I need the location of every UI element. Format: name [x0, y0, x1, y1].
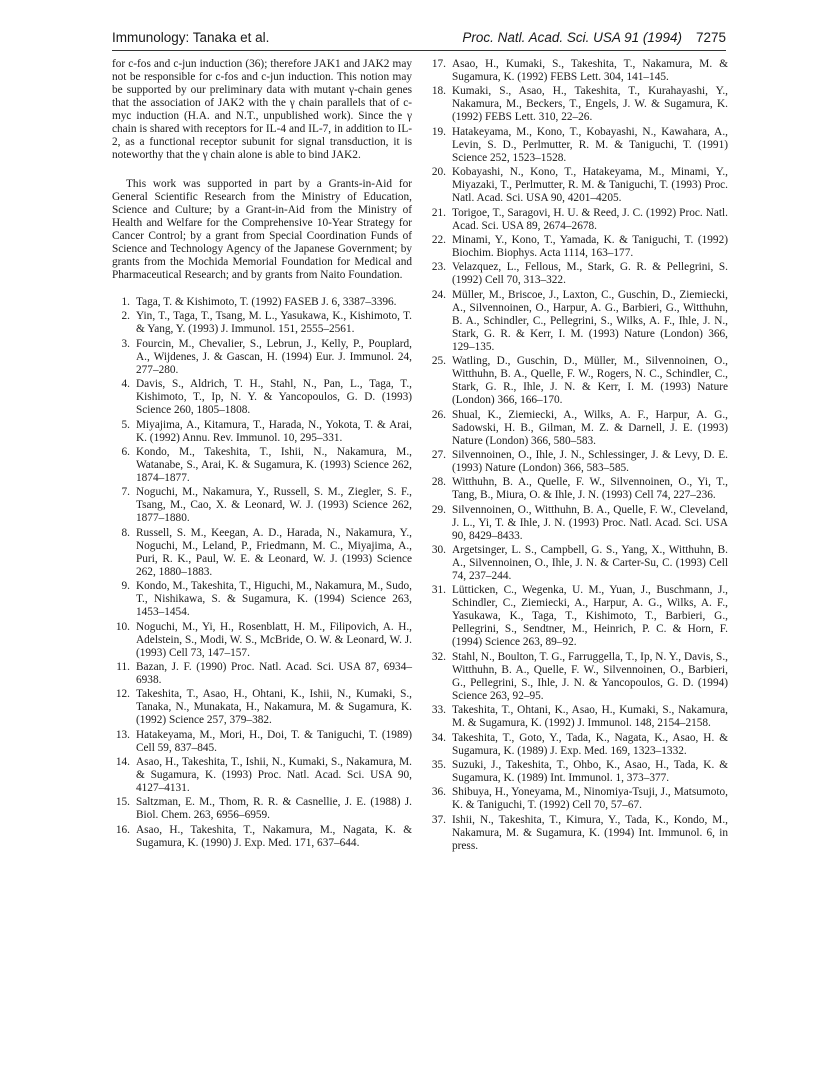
left-column: [112, 58, 412, 851]
reference-item: [112, 486, 412, 525]
reference-text: Hatakeyama, M., Kono, T., Kobayashi, N., Kawahara, A., Levin, S. D., Perlmutter, R. M. & Taniguchi, T. (1991) Science 252, 1523–1528.: [452, 125, 728, 164]
reference-number: 30.: [431, 544, 446, 557]
reference-text: Kobayashi, N., Kono, T., Hatakeyama, M., Minami, Y., Miyazaki, T., Perlmutter, R. M. & Taniguchi, T. (1993) Proc. Natl. Acad. Sci. USA 90, 4201–4205.: [452, 166, 728, 205]
reference-item: [112, 378, 412, 417]
reference-item: [428, 85, 728, 124]
reference-item: [428, 504, 728, 543]
reference-number: 2.: [121, 310, 130, 323]
reference-number: 20.: [431, 166, 446, 179]
reference-number: 13.: [115, 728, 130, 741]
reference-number: 28.: [431, 476, 446, 489]
references-left: [112, 296, 412, 850]
reference-number: 9.: [121, 580, 130, 593]
reference-text: Lütticken, C., Wegenka, U. M., Yuan, J., Buschmann, J., Schindler, C., Ziemiecki, A., Harpur, A. G., Wilks, A. F., Yasukawa, K., Taga, T., Kishimoto, T., Barbieri, G., Pellegrini, S., Sendtner, M., Heinrich, P. C. & Horn, F. (1994) Science 263, 89–92.: [452, 584, 728, 649]
reference-number: 15.: [115, 796, 130, 809]
reference-item: [428, 786, 728, 812]
reference-text: Suzuki, J., Takeshita, T., Ohbo, K., Asao, H., Tada, K. & Sugamura, K. (1989) Int. Immunol. 1, 373–377.: [452, 759, 728, 785]
reference-text: Torigoe, T., Saragovi, H. U. & Reed, J. C. (1992) Proc. Natl. Acad. Sci. USA 89, 2674–2678.: [452, 206, 728, 232]
reference-item: [112, 580, 412, 619]
reference-number: 11.: [116, 660, 130, 673]
reference-text: Asao, H., Kumaki, S., Takeshita, T., Nakamura, M. & Sugamura, K. (1992) FEBS Lett. 304, 141–145.: [452, 58, 728, 83]
reference-item: [112, 729, 412, 755]
reference-number: 6.: [121, 445, 130, 458]
reference-item: [428, 732, 728, 758]
reference-text: Asao, H., Takeshita, T., Ishii, N., Kumaki, S., Nakamura, M. & Sugamura, K. (1993) Proc. Natl. Acad. Sci. USA 90, 4127–4131.: [136, 756, 412, 795]
reference-item: [112, 796, 412, 822]
running-header: [112, 30, 726, 48]
reference-text: Miyajima, A., Kitamura, T., Harada, N., Yokota, T. & Arai, K. (1992) Annu. Rev. Immunol. 10, 295–331.: [136, 418, 412, 444]
reference-item: [112, 446, 412, 485]
running-head-title: Immunology: Tanaka et al.: [112, 30, 270, 45]
reference-number: 1.: [121, 296, 130, 308]
reference-number: 33.: [431, 704, 446, 717]
reference-item: [112, 296, 412, 309]
reference-text: Stahl, N., Boulton, T. G., Farruggella, T., Ip, N. Y., Davis, S., Witthuhn, B. A., Quelle, F. W., Silvennoinen, O., Barbieri, G., Pellegrini, S., Ihle, J. N. & Yancopoulos, G. D. (1994) Science 263, 92–95.: [452, 650, 728, 702]
reference-item: [428, 261, 728, 287]
reference-item: [112, 419, 412, 445]
reference-number: 16.: [115, 823, 130, 836]
reference-number: 31.: [431, 584, 446, 597]
reference-item: [428, 166, 728, 205]
reference-item: [428, 759, 728, 785]
reference-item: [428, 355, 728, 407]
reference-item: [428, 584, 728, 649]
reference-text: Davis, S., Aldrich, T. H., Stahl, N., Pan, L., Taga, T., Kishimoto, T., Ip, N. Y. & Yancopoulos, G. D. (1993) Science 260, 1805–1808.: [136, 378, 412, 417]
reference-number: 8.: [121, 526, 130, 539]
reference-text: Shual, K., Ziemiecki, A., Wilks, A. F., Harpur, A. G., Sadowski, H. B., Gilman, M. Z. & Darnell, J. E. (1993) Nature (London) 366, 580–583.: [452, 408, 728, 447]
reference-number: 17.: [431, 58, 446, 70]
reference-text: Müller, M., Briscoe, J., Laxton, C., Guschin, D., Ziemiecki, A., Silvennoinen, O., Harpur, A. G., Barbieri, G., Witthuhn, B. A., Schindler, C., Pellegrini, S., Wilks, A. F., Ihle, J. N., Stark, G. R. & Kerr, I. M. (1993) Nature (London) 366, 129–135.: [452, 288, 728, 353]
reference-number: 24.: [431, 288, 446, 301]
reference-text: Asao, H., Takeshita, T., Nakamura, M., Nagata, K. & Sugamura, K. (1990) J. Exp. Med. 171, 637–644.: [136, 823, 412, 849]
reference-number: 36.: [431, 786, 446, 799]
reference-item: [428, 289, 728, 354]
reference-text: Saltzman, E. M., Thom, R. R. & Casnellie, J. E. (1988) J. Biol. Chem. 263, 6956–6959.: [136, 796, 412, 822]
reference-item: [112, 688, 412, 727]
reference-item: [428, 544, 728, 583]
reference-text: Kondo, M., Takeshita, T., Higuchi, M., Nakamura, M., Sudo, T., Nishikawa, S. & Sugamura, K. (1994) Science 263, 1453–1454.: [136, 580, 412, 619]
reference-number: 32.: [431, 650, 446, 663]
reference-text: Argetsinger, L. S., Campbell, G. S., Yang, X., Witthuhn, B. A., Silvennoinen, O., Ihle, J. N. & Carter-Su, C. (1993) Cell 74, 237–244.: [452, 544, 728, 583]
reference-item: [112, 756, 412, 795]
reference-item: [428, 651, 728, 703]
references-right: [428, 58, 728, 853]
reference-number: 29.: [431, 503, 446, 516]
reference-number: 26.: [431, 408, 446, 421]
reference-number: 23.: [431, 261, 446, 274]
reference-text: Hatakeyama, M., Mori, H., Doi, T. & Taniguchi, T. (1989) Cell 59, 837–845.: [136, 728, 412, 754]
acknowledgment: This work was supported in part by a Grants-in-Aid for General Scientific Research from the Ministry of Education, Science and Culture; by a Grant-in-Aid from the Ministry of Health and Welfare for the Comprehensive 10-Year Strategy for Cancer Control; by a grant from Special Coordination Funds of Science and Technology Agency of the Japanese Government; by grants from the Mochida Memorial Foundation for Medical and Pharmaceutical Research; and by grants from Naito Foundation.: [112, 178, 412, 281]
reference-number: 7.: [121, 486, 130, 499]
reference-item: [428, 449, 728, 475]
reference-number: 21.: [431, 206, 446, 219]
reference-item: [112, 661, 412, 687]
reference-item: [428, 476, 728, 502]
reference-text: Kondo, M., Takeshita, T., Ishii, N., Nakamura, M., Watanabe, S., Arai, K. & Sugamura, K. (1993) Science 262, 1874–1877.: [136, 445, 412, 484]
reference-number: 25.: [431, 355, 446, 368]
reference-item: [428, 409, 728, 448]
reference-item: [428, 58, 728, 84]
reference-text: Noguchi, M., Nakamura, Y., Russell, S. M., Ziegler, S. F., Tsang, M., Cao, X. & Leonard, W. J. (1993) Science 262, 1877–1880.: [136, 486, 412, 525]
reference-number: 14.: [115, 756, 130, 769]
reference-number: 37.: [431, 813, 446, 826]
reference-text: Velazquez, L., Fellous, M., Stark, G. R. & Pellegrini, S. (1992) Cell 70, 313–322.: [452, 261, 728, 287]
reference-number: 19.: [431, 125, 446, 138]
reference-number: 34.: [431, 731, 446, 744]
reference-text: Takeshita, T., Ohtani, K., Asao, H., Kumaki, S., Nakamura, M. & Sugamura, K. (1992) J. Immunol. 148, 2154–2158.: [452, 704, 728, 730]
reference-text: Silvennoinen, O., Ihle, J. N., Schlessinger, J. & Levy, D. E. (1993) Nature (London) 366, 583–585.: [452, 448, 728, 474]
reference-text: Witthuhn, B. A., Quelle, F. W., Silvennoinen, O., Yi, T., Tang, B., Miura, O. & Ihle, J. N. (1993) Cell 74, 227–236.: [452, 476, 728, 502]
reference-number: 18.: [431, 85, 446, 98]
reference-item: [428, 234, 728, 260]
reference-text: Ishii, N., Takeshita, T., Kimura, Y., Tada, K., Kondo, M., Nakamura, M. & Sugamura, K. (1994) Int. Immunol. 6, in press.: [452, 813, 728, 852]
reference-text: Kumaki, S., Asao, H., Takeshita, T., Kurahayashi, Y., Nakamura, M., Beckers, T., Engels, J. W. & Sugamura, K. (1992) FEBS Lett. 310, 22–26.: [452, 85, 728, 124]
reference-text: Minami, Y., Kono, T., Yamada, K. & Taniguchi, T. (1992) Biochim. Biophys. Acta 1114, 163–177.: [452, 233, 728, 259]
reference-item: [428, 704, 728, 730]
reference-item: [112, 338, 412, 377]
reference-text: Noguchi, M., Yi, H., Rosenblatt, H. M., Filipovich, A. H., Adelstein, S., Modi, W. S., McBride, O. W. & Leonard, W. J. (1993) Cell 73, 147–157.: [136, 620, 412, 659]
reference-number: 5.: [121, 418, 130, 431]
reference-text: Fourcin, M., Chevalier, S., Lebrun, J., Kelly, P., Pouplard, A., Wijdenes, J. & Gascan, H. (1994) Eur. J. Immunol. 24, 277–280.: [136, 337, 412, 376]
body-paragraph: for c-fos and c-jun induction (36); therefore JAK1 and JAK2 may not be responsible for c-fos and c-jun induction. This notion may be supported by our preliminary data with mutant γ-chain genes that the association of JAK2 with the γ chain parallels that of c-myc induction (H.A. and N.T., unpublished work). Since the γ chain is shared with receptors for IL-4 and IL-7, in addition to IL-2, as a functional receptor subunit for signal transduction, it is noteworthy that the γ chain alone is able to bind JAK2.: [112, 58, 412, 161]
reference-number: 12.: [115, 688, 130, 701]
reference-item: [428, 207, 728, 233]
reference-text: Takeshita, T., Goto, Y., Tada, K., Nagata, K., Asao, H. & Sugamura, K. (1989) J. Exp. Med. 169, 1323–1332.: [452, 731, 728, 757]
reference-text: Bazan, J. F. (1990) Proc. Natl. Acad. Sci. USA 87, 6934–6938.: [136, 660, 412, 686]
reference-text: Yin, T., Taga, T., Tsang, M. L., Yasukawa, K., Kishimoto, T. & Yang, Y. (1993) J. Immunol. 151, 2555–2561.: [136, 310, 412, 336]
reference-number: 35.: [431, 759, 446, 772]
reference-number: 3.: [121, 337, 130, 350]
reference-item: [428, 814, 728, 853]
journal-citation: [462, 30, 726, 45]
reference-text: Russell, S. M., Keegan, A. D., Harada, N., Nakamura, Y., Noguchi, M., Leland, P., Friedmann, M. C., Miyajima, A., Puri, R. K., Paul, W. E. & Leonard, W. J. (1993) Science 262, 1880–1883.: [136, 526, 412, 578]
reference-item: [112, 621, 412, 660]
reference-text: Taga, T. & Kishimoto, T. (1992) FASEB J. 6, 3387–3396.: [136, 296, 397, 308]
reference-text: Watling, D., Guschin, D., Müller, M., Silvennoinen, O., Witthuhn, B. A., Quelle, F. W., Rogers, N. C., Schindler, C., Stark, G. R., Ihle, J. N. & Kerr, I. M. (1993) Nature (London) 366, 166–170.: [452, 355, 728, 407]
reference-text: Silvennoinen, O., Witthuhn, B. A., Quelle, F. W., Cleveland, J. L., Yi, T. & Ihle, J. N. (1993) Proc. Natl. Acad. Sci. USA 90, 8429–8433.: [452, 503, 728, 542]
reference-text: Shibuya, H., Yoneyama, M., Ninomiya-Tsuji, J., Matsumoto, K. & Taniguchi, T. (1992) Cell 70, 57–67.: [452, 786, 728, 812]
reference-number: 27.: [431, 448, 446, 461]
reference-item: [112, 527, 412, 579]
reference-number: 10.: [115, 620, 130, 633]
journal-name: Proc. Natl. Acad. Sci. USA 91 (1994): [462, 30, 682, 45]
reference-number: 22.: [431, 233, 446, 246]
page-number: 7275: [695, 30, 726, 45]
right-column: [428, 58, 728, 854]
reference-text: Takeshita, T., Asao, H., Ohtani, K., Ishii, N., Kumaki, S., Tanaka, N., Munakata, H., Nakamura, M. & Sugamura, K. (1992) Science 257, 379–382.: [136, 688, 412, 727]
reference-item: [428, 126, 728, 165]
reference-item: [112, 310, 412, 336]
reference-item: [112, 824, 412, 850]
header-rule: [112, 50, 726, 51]
reference-number: 4.: [121, 378, 130, 391]
